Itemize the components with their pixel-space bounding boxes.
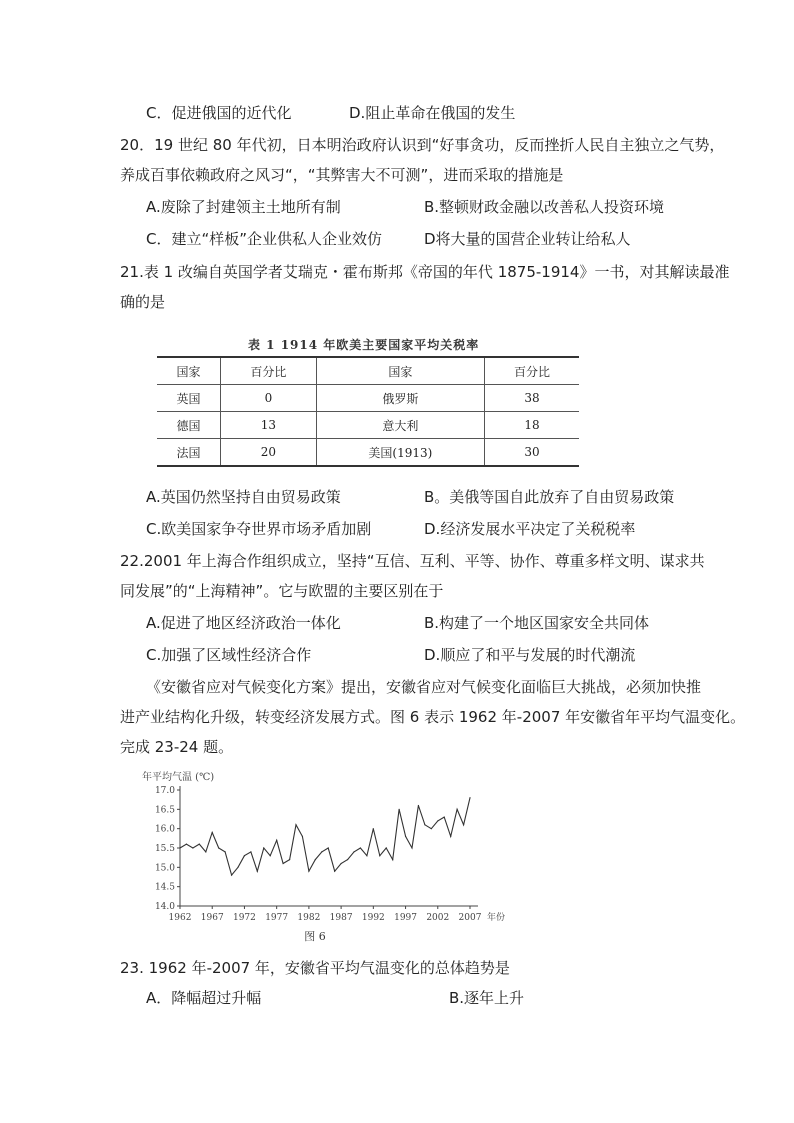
data-point	[424, 824, 425, 825]
series-line-annual-mean-temp	[180, 798, 470, 875]
temperature-chart-svg	[140, 768, 520, 948]
table-header: 百分比	[220, 357, 316, 385]
data-point	[392, 859, 393, 860]
data-point	[353, 851, 354, 852]
data-point	[411, 847, 412, 848]
table-cell: 意大利	[316, 412, 484, 439]
data-point	[270, 855, 271, 856]
x-tick-label: 1982	[297, 913, 321, 923]
table-cell: 0	[220, 385, 316, 412]
q20-option-d: D将大量的国营企业转让给私人	[424, 230, 631, 248]
q22-option-d: D.顺应了和平与发展的时代潮流	[424, 646, 636, 664]
q22-option-c: C.加强了区域性经济合作	[146, 646, 312, 664]
table-header: 国家	[316, 357, 484, 385]
y-tick-label: 14.0	[154, 902, 175, 912]
table-header-row	[157, 357, 579, 385]
q21-stem-line-1: 21.表 1 改编自英国学者艾瑞克・霍布斯邦《帝国的年代 1875-1914》一书，对其解读最准	[120, 263, 730, 281]
data-point	[321, 851, 322, 852]
table-cell: 30	[484, 439, 579, 467]
x-tick-label: 1977	[265, 913, 289, 923]
data-point	[283, 863, 284, 864]
x-tick-label: 1967	[200, 913, 224, 923]
q20-option-b: B.整顿财政金融以改善私人投资环境	[424, 198, 665, 216]
data-point	[218, 847, 219, 848]
data-point	[308, 871, 309, 872]
data-point	[347, 859, 348, 860]
q23-option-a: A．降幅超过升幅	[146, 989, 262, 1007]
table-cell: 德国	[157, 412, 220, 439]
data-point	[366, 855, 367, 856]
x-tick-label: 2002	[426, 913, 450, 923]
data-point	[334, 871, 335, 872]
data-point	[379, 855, 380, 856]
data-point	[244, 855, 245, 856]
data-point	[257, 871, 258, 872]
q21-stem-line-2: 确的是	[120, 293, 166, 311]
x-tick-label: 1987	[329, 913, 353, 923]
data-point	[315, 859, 316, 860]
x-axis-label: 年份	[486, 913, 506, 923]
table-row	[157, 412, 579, 439]
data-point	[199, 844, 200, 845]
data-point	[418, 805, 419, 806]
data-point	[212, 832, 213, 833]
x-tick-label: 1972	[232, 913, 256, 923]
table-cell: 法国	[157, 439, 220, 467]
table-cell: 英国	[157, 385, 220, 412]
y-tick-label: 17.0	[154, 786, 175, 796]
table-header: 国家	[157, 357, 220, 385]
data-point	[231, 874, 232, 875]
chart-caption: 图 6	[304, 930, 326, 943]
y-tick-label: 15.5	[154, 844, 175, 854]
data-point	[225, 851, 226, 852]
data-point	[179, 847, 180, 848]
table-caption: 表 1 1914 年欧美主要国家平均关税率	[248, 338, 480, 352]
intro-line-2: 进产业结构化升级，转变经济发展方式。图 6 表示 1962 年-2007 年安徽省年平均气温变化。	[120, 708, 746, 726]
data-point	[328, 847, 329, 848]
table-cell: 俄罗斯	[316, 385, 484, 412]
q22-option-b: B.构建了一个地区国家安全共同体	[424, 614, 650, 632]
y-tick-label: 14.5	[154, 882, 175, 893]
table-row	[157, 439, 579, 467]
data-point	[360, 847, 361, 848]
y-tick-label: 15.0	[154, 863, 175, 874]
q20-stem-line-2: 养成百事依赖政府之风习“，“其弊害大不可测”，进而采取的措施是	[120, 166, 564, 184]
data-point	[186, 844, 187, 845]
data-point	[469, 797, 470, 798]
x-tick-label: 1992	[361, 913, 385, 923]
data-point	[457, 809, 458, 810]
q19-option-c: C．促进俄国的近代化	[146, 104, 292, 122]
data-point	[295, 824, 296, 825]
data-point	[386, 847, 387, 848]
data-point	[263, 847, 264, 848]
q22-option-a: A.促进了地区经济政治一体化	[146, 614, 341, 632]
y-axis-label: 年平均气温 (℃)	[142, 772, 215, 783]
data-point	[444, 816, 445, 817]
data-point	[431, 828, 432, 829]
intro-line-1: 《安徽省应对气候变化方案》提出，安徽省应对气候变化面临巨大挑战，必须加快推	[146, 678, 702, 696]
data-point	[341, 863, 342, 864]
data-point	[192, 847, 193, 848]
q22-stem-line-1: 22.2001 年上海合作组织成立，坚持“互信、互利、平等、协作、尊重多样文明、谋求共	[120, 552, 705, 570]
data-point	[250, 851, 251, 852]
table-cell: 18	[484, 412, 579, 439]
data-point	[399, 809, 400, 810]
q20-option-c: C．建立“样板”企业供私人企业效仿	[146, 230, 383, 248]
temperature-chart	[140, 768, 520, 948]
data-point	[302, 836, 303, 837]
table-header: 百分比	[484, 357, 579, 385]
x-tick-label: 1997	[394, 913, 418, 923]
data-point	[437, 820, 438, 821]
q19-option-d: D.阻止革命在俄国的发生	[349, 104, 516, 122]
x-tick-label: 1962	[168, 913, 192, 923]
table-cell: 20	[220, 439, 316, 467]
q20-stem-line-1: 20．19 世纪 80 年代初，日本明治政府认识到“好事贪功，反而挫折人民自主独立之气势，	[120, 136, 725, 154]
table-row	[157, 385, 579, 412]
data-point	[276, 840, 277, 841]
q20-option-a: A.废除了封建领主土地所有制	[146, 198, 341, 216]
data-point	[405, 836, 406, 837]
q21-option-d: D.经济发展水平决定了关税税率	[424, 520, 636, 538]
data-point	[450, 836, 451, 837]
q21-option-a: A.英国仍然坚持自由贸易政策	[146, 488, 341, 506]
data-point	[463, 824, 464, 825]
table-cell: 13	[220, 412, 316, 439]
data-point	[373, 828, 374, 829]
q22-stem-line-2: 同发展”的“上海精神”。它与欧盟的主要区别在于	[120, 582, 444, 600]
q23-stem: 23. 1962 年-2007 年，安徽省平均气温变化的总体趋势是	[120, 959, 510, 977]
y-tick-label: 16.0	[154, 824, 175, 835]
y-tick-label: 16.5	[154, 805, 175, 816]
data-point	[205, 851, 206, 852]
tariff-table	[157, 356, 579, 467]
q23-option-b: B.逐年上升	[449, 989, 525, 1007]
q21-option-b: B。美俄等国自此放弃了自由贸易政策	[424, 488, 675, 506]
table-cell: 美国(1913)	[316, 439, 484, 467]
x-tick-label: 2007	[458, 913, 482, 923]
data-point	[237, 867, 238, 868]
table-cell: 38	[484, 385, 579, 412]
data-point	[289, 859, 290, 860]
q21-option-c: C.欧美国家争夺世界市场矛盾加剧	[146, 520, 372, 538]
intro-line-3: 完成 23-24 题。	[120, 738, 234, 756]
